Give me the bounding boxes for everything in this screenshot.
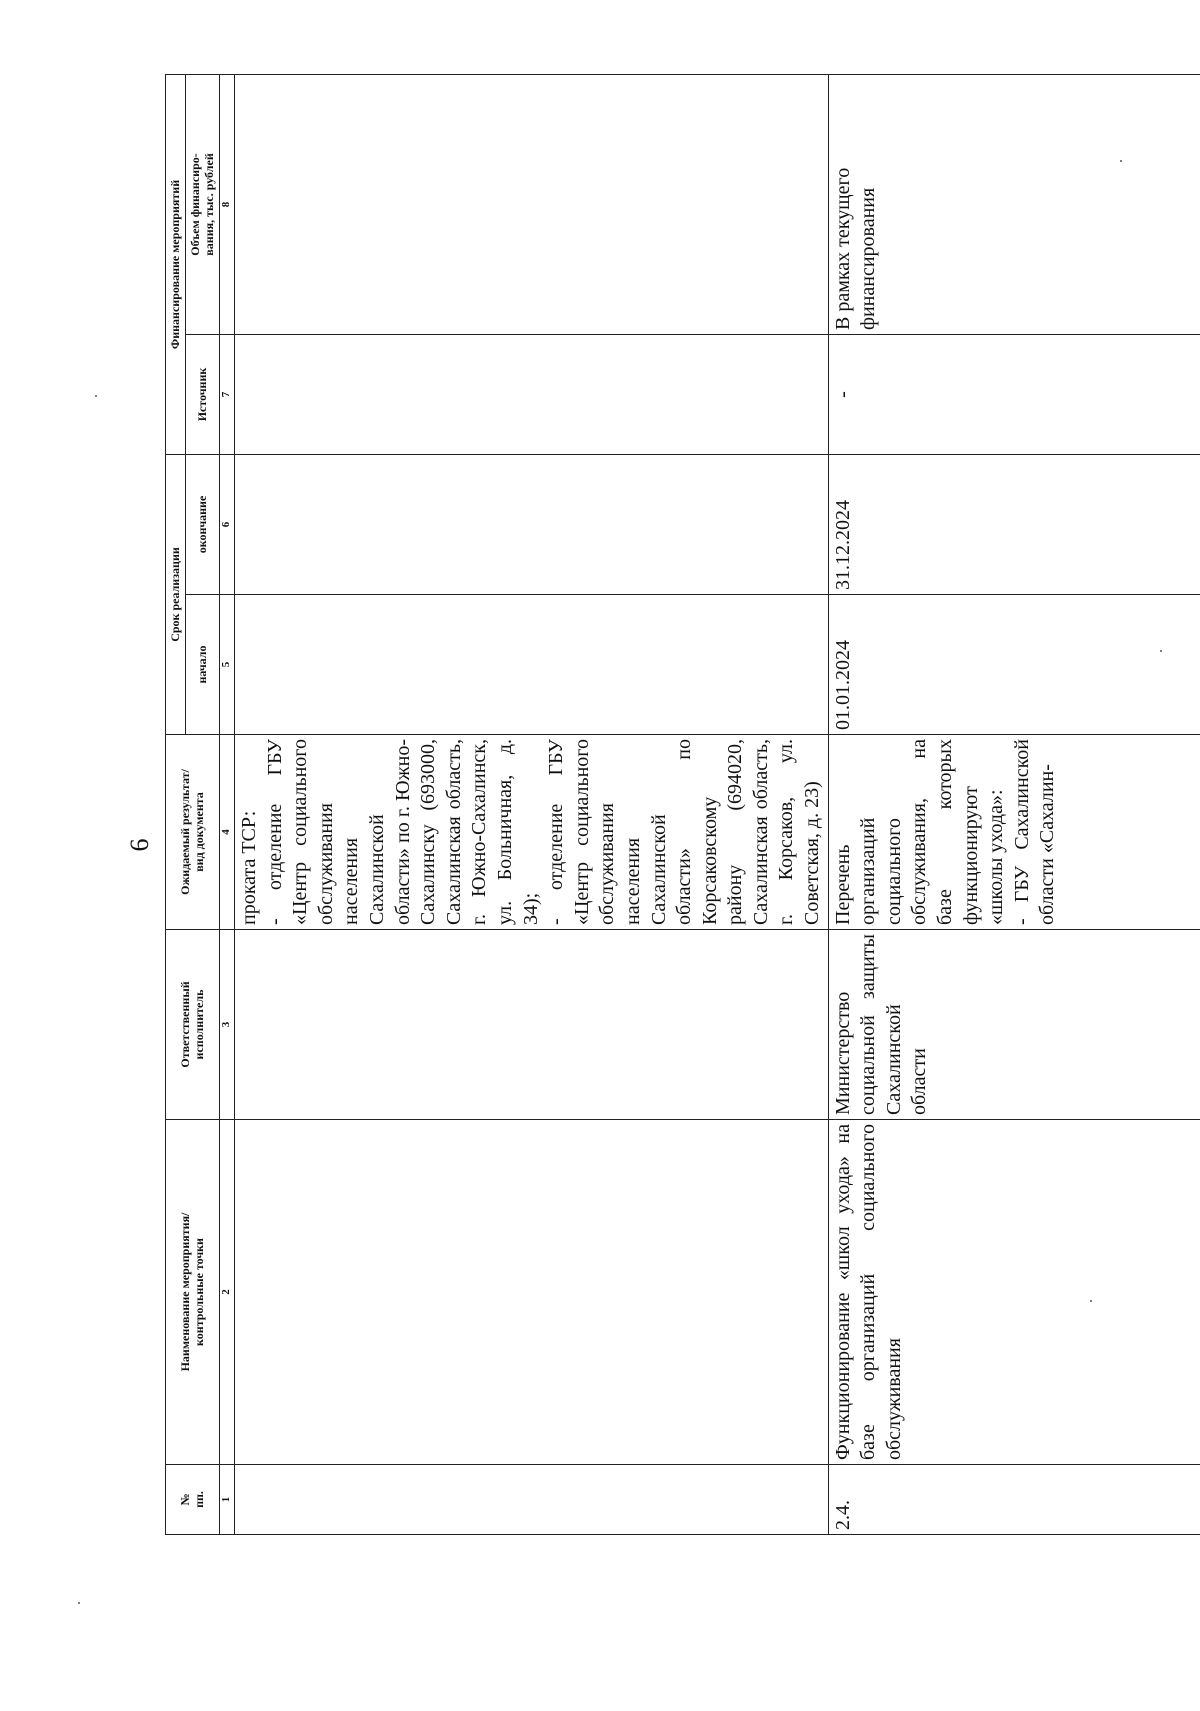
row-executor bbox=[235, 930, 829, 1120]
row-source: - bbox=[828, 334, 1200, 454]
row-source bbox=[235, 334, 829, 454]
table-row bbox=[235, 74, 829, 1534]
row-executor: Министерство социальной защиты Сахалинской области bbox=[828, 930, 1200, 1120]
col-number: 2 bbox=[220, 1120, 235, 1465]
row-end: 31.12.2024 bbox=[828, 454, 1200, 594]
scan-speck bbox=[1090, 1300, 1092, 1302]
row-result: Перечень организаций социального обслуживания, на базе которых функционируют «школы ухода»: - ГБУ Сахалинской области «Сахалин- bbox=[828, 735, 1200, 930]
row-start: 01.01.2024 bbox=[828, 595, 1200, 735]
header-financing: Финансирование мероприятий bbox=[166, 74, 186, 454]
header-start: начало bbox=[186, 595, 220, 735]
row-name: Функционирование «школ ухода» на базе организаций социального обслуживания bbox=[828, 1120, 1200, 1465]
col-number: 3 bbox=[220, 930, 235, 1120]
col-number: 4 bbox=[220, 735, 235, 930]
col-number: 8 bbox=[220, 74, 235, 334]
col-number: 6 bbox=[220, 454, 235, 594]
col-number: 5 bbox=[220, 595, 235, 735]
scan-speck bbox=[78, 1602, 80, 1604]
col-number: 1 bbox=[220, 1465, 235, 1535]
scan-speck bbox=[1120, 160, 1122, 162]
row-name bbox=[235, 1120, 829, 1465]
row-num: 2.4. bbox=[828, 1465, 1200, 1535]
header-source: Источник bbox=[186, 334, 220, 454]
header-result: Ожидаемый результат/ вид документа bbox=[166, 735, 220, 930]
row-start bbox=[235, 595, 829, 735]
header-executor: Ответственный исполнитель bbox=[166, 930, 220, 1120]
col-number: 7 bbox=[220, 334, 235, 454]
plan-table bbox=[165, 74, 1200, 1535]
header-srok: Срок реализации bbox=[166, 454, 186, 734]
row-num bbox=[235, 1465, 829, 1535]
header-end: окончание bbox=[186, 454, 220, 594]
row-result: проката ТСР: - отделение ГБУ «Центр социального обслуживания населения Сахалинской области» по г. Южно-Сахалинску (693000, Сахалинская область, г. Южно-Сахалинск, ул. Больничная, д. 34); - отделение ГБУ «Центр социального обслуживания населения Сахалинской области» по Корсаковскому району (694020, Сахалинская область, г. Корсаков, ул. Советская, д. 23) bbox=[235, 735, 829, 930]
header-num: № пп. bbox=[166, 1465, 220, 1535]
row-amount bbox=[235, 74, 829, 334]
table-row bbox=[828, 74, 1200, 1534]
scan-speck bbox=[95, 395, 97, 397]
row-end bbox=[235, 454, 829, 594]
plan-table-rotated bbox=[165, 75, 1200, 1535]
scan-speck bbox=[1160, 650, 1162, 652]
row-amount: В рамках текущего финансирования bbox=[828, 74, 1200, 334]
header-amount: Объем финансиро- вания, тыс. рублей bbox=[186, 74, 220, 334]
page-number: 6 bbox=[125, 838, 154, 852]
header-name: Наименование мероприятия/ контрольные точки bbox=[166, 1120, 220, 1465]
